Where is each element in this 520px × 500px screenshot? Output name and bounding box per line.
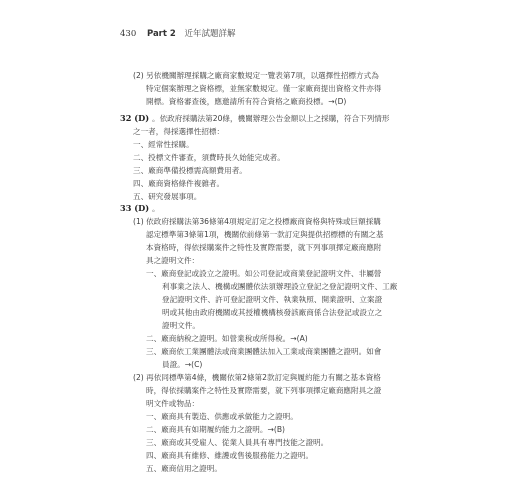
q32-item: 四、廠商資格條件複雜者。 — [133, 179, 225, 188]
q32-item: 三、廠商準備投標需高額費用者。 — [133, 166, 247, 175]
q32-item: 一、經常性採購。 — [133, 140, 194, 149]
q32-item: 五、研究發展事項。 — [133, 192, 202, 201]
q33-p1-item-line: 登記證明文件、許可登記證明文件、執業執照、開業證明、立案證 — [162, 295, 383, 304]
q31-line-3: 開標。資格審查後，應邀請所有符合資格之廠商投標。→(D) — [146, 97, 347, 106]
q33-p1-line: 認定標準第3條第1項，機關依前條第一款訂定與提供招標標的有關之基 — [146, 230, 384, 239]
q33-p2-item: 一、廠商具有製造、供應或承做能力之證明。 — [146, 412, 298, 421]
question-number-32: 32 (D) — [120, 113, 150, 123]
part-label: Part 2 — [146, 29, 176, 39]
q31-line-2: 特定個案辦理之資格標，並無家數規定。僅一家廠商提出資格文件亦得 — [146, 84, 382, 93]
q33-p1-line: (1) 依政府採購法第36條第4項規定訂定之投標廠商資格與特殊或巨額採購 — [133, 217, 381, 226]
chapter-title: 近年試題詳解 — [184, 29, 236, 39]
q32-item: 二、投標文件審查，須費時長久始能完成者。 — [133, 153, 285, 162]
q32-line-1: 。依政府採購法第20條，機關辦理公告金額以上之採購，符合下列情形 — [152, 114, 390, 123]
q33-p1-line: 本資格時，得依採購案件之特性及實際需要，就下列事項擇定廠商應附 — [146, 243, 382, 252]
question-number-33: 33 (D) — [120, 203, 150, 213]
q33-p1-item-line: 二、廠商納稅之證明。如營業稅或所得稅。→(A) — [146, 334, 308, 343]
q33-p1-item-line: 一、廠商登記或設立之證明。如公司登記或商業登記證明文件、非屬營 — [146, 269, 382, 278]
q33-dot: 。 — [152, 204, 160, 213]
running-header — [120, 27, 236, 39]
q31-line-1: (2) 另依機關辦理採購之廠商家數規定一覽表第7項，以選擇性招標方式為 — [133, 71, 379, 80]
q32-line-2: 之一者，得採選擇性招標： — [133, 127, 225, 136]
q33-p2-item: 四、廠商具有維修、維護或售後服務能力之證明。 — [146, 451, 314, 460]
q33-p2-item: 五、廠商信用之證明。 — [146, 464, 222, 473]
q33-p2-line: 明文件或物品： — [146, 399, 200, 408]
page-number: 430 — [120, 29, 137, 39]
q33-p1-item-line: 員證。→(C) — [162, 360, 203, 369]
q33-p2-item: 三、廠商或其受雇人、從業人員具有專門技能之證明。 — [146, 438, 329, 447]
q33-p1-item-line: 證明文件。 — [162, 321, 200, 330]
q33-p1-item-line: 三、廠商依工業團體法或商業團體法加入工業或商業團體之證明。如會 — [146, 347, 382, 356]
q33-p1-item-line: 利事業之法人、機構或團體依法須辦理設立登記之登記證明文件、工廠 — [162, 282, 398, 291]
q33-p2-item: 二、廠商具有如期履約能力之證明。→(B) — [146, 425, 285, 434]
q33-p2-line: 時，得依採購案件之特性及實際需要，就下列事項擇定廠商應附具之證 — [146, 386, 382, 395]
q33-p1-line: 具之證明文件： — [146, 256, 200, 265]
q33-p1-item-line: 明或其他由政府機關或其授權機構核發該廠商係合法登記或設立之 — [162, 308, 383, 317]
q33-p2-line: (2) 再依同標準第4條，機關依第2條第2款訂定與履約能力有關之基本資格 — [133, 373, 381, 382]
